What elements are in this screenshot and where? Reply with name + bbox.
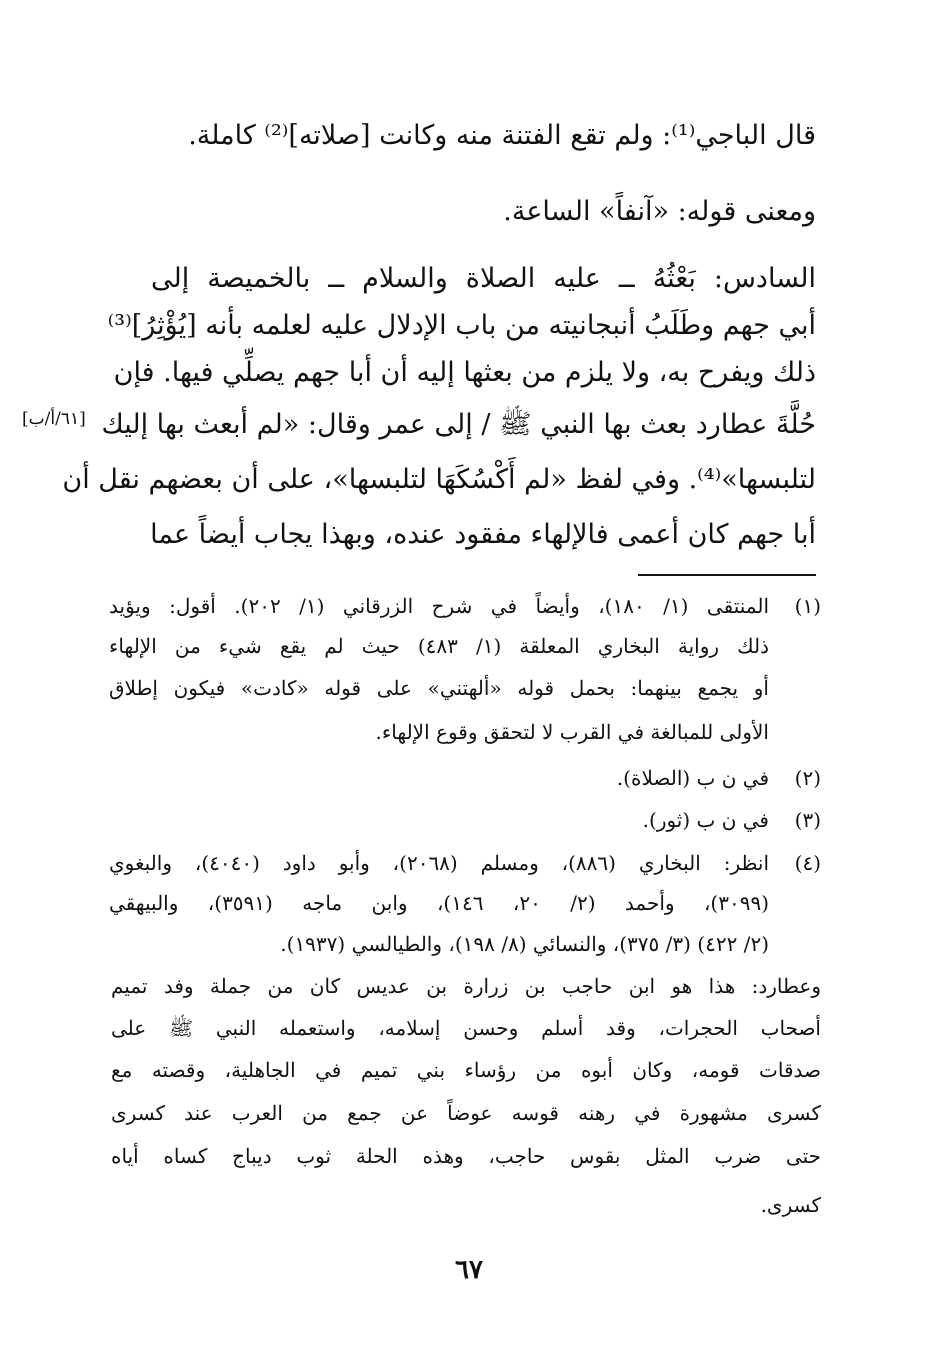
main-text-line-1: قال الباجي⁽¹⁾: ولم تقع الفتنة منه وكانت [صلاته]⁽²⁾ كاملة.: [188, 120, 816, 151]
footnote-1-line-2: ذلك رواية البخاري المعلقة (١/ ٤٨٣) حيث لم يقع شيء من الإلهاء: [109, 634, 770, 658]
note-paragraph-line-6: كسرى.: [760, 1193, 821, 1217]
main-text-line-5: ذلك ويفرح به، ولا يلزم من بعثها إليه أن أبا جهم يصلِّي فيها. فإن: [113, 357, 816, 388]
footnote-number: (٣): [794, 808, 821, 832]
footnote-1-line-4: الأولى للمبالغة في القرب لا لتحقق وقوع الإلهاء.: [375, 720, 769, 744]
footnote-1-line-1: المنتقى (١/ ١٨٠)، وأيضاً في شرح الزرقاني (١/ ٢٠٢). أقول: ويؤيد: [109, 594, 769, 618]
footnote-3-line-1: في ن ب (ثور).: [642, 808, 769, 832]
main-text-line-3: السادس: بَعْثُهُ ــ عليه الصلاة والسلام ــ بالخميصة إلى: [151, 263, 816, 294]
note-paragraph-line-1: وعطارد: هذا هو ابن حاجب بن زرارة بن عديس كان من جملة وفد تميم: [111, 974, 821, 998]
manuscript-folio-ref: [٦١/أ/ب]: [22, 409, 86, 429]
footnote-separator: [638, 574, 816, 576]
footnote-4-line-1: انظر: البخاري (٨٨٦)، ومسلم (٢٠٦٨)، وأبو داود (٤٠٤٠)، والبغوي: [109, 851, 770, 875]
footnote-4-line-3: (٢/ ٤٢٢) (٣/ ٣٧٥)، والنسائي (٨/ ١٩٨)، والطيالسي (١٩٣٧).: [280, 932, 769, 956]
main-text-line-8: أبا جهم كان أعمى فالإلهاء مفقود عنده، وبهذا يجاب أيضاً عما: [150, 519, 816, 550]
note-paragraph-line-4: كسرى مشهورة في رهنه قوسه عوضاً عن جمع من العرب عند كسرى: [111, 1101, 821, 1125]
main-text-line-7: لتلبسها»⁽⁴⁾. وفي لفظ «لم أَكْسُكَهَا لتلبسها»، على أن بعضهم نقل أن: [62, 464, 816, 495]
main-text-line-6: حُلَّةَ عطارد بعث بها النبي ﷺ / إلى عمر وقال: «لم أبعث بها إليك: [101, 409, 816, 440]
main-text-line-4: أبي جهم وطَلَبُ أنبجانيته من باب الإدلال عليه لعلمه بأنه [يُؤْثِرُ]⁽³⁾: [107, 310, 816, 341]
main-text-line-2: ومعنى قوله: «آنفاً» الساعة.: [503, 196, 816, 227]
footnote-number: (٢): [794, 766, 821, 790]
footnote-1-line-3: أو يجمع بينهما: بحمل قوله «ألهتني» على قوله «كادت» فيكون إطلاق: [109, 676, 769, 700]
footnote-number: (١): [794, 594, 821, 618]
note-paragraph-line-3: صدقات قومه، وكان أبوه من رؤساء بني تميم في الجاهلية، وقصته مع: [111, 1058, 821, 1082]
footnote-2-line-1: في ن ب (الصلاة).: [616, 766, 769, 790]
footnote-4-line-2: (٣٠٩٩)، وأحمد (٢/ ٢٠، ١٤٦)، وابن ماجه (٣٥٩١)، والبيهقي: [109, 891, 770, 915]
footnote-number: (٤): [794, 851, 821, 875]
note-paragraph-line-5: حتى ضرب المثل بقوس حاجب، وهذه الحلة ثوب ديباج كساه أياه: [111, 1144, 821, 1168]
page-number: ٦٧: [455, 1255, 483, 1285]
note-paragraph-line-2: أصحاب الحجرات، وقد أسلم وحسن إسلامه، واستعمله النبي ﷺ على: [111, 1016, 821, 1040]
